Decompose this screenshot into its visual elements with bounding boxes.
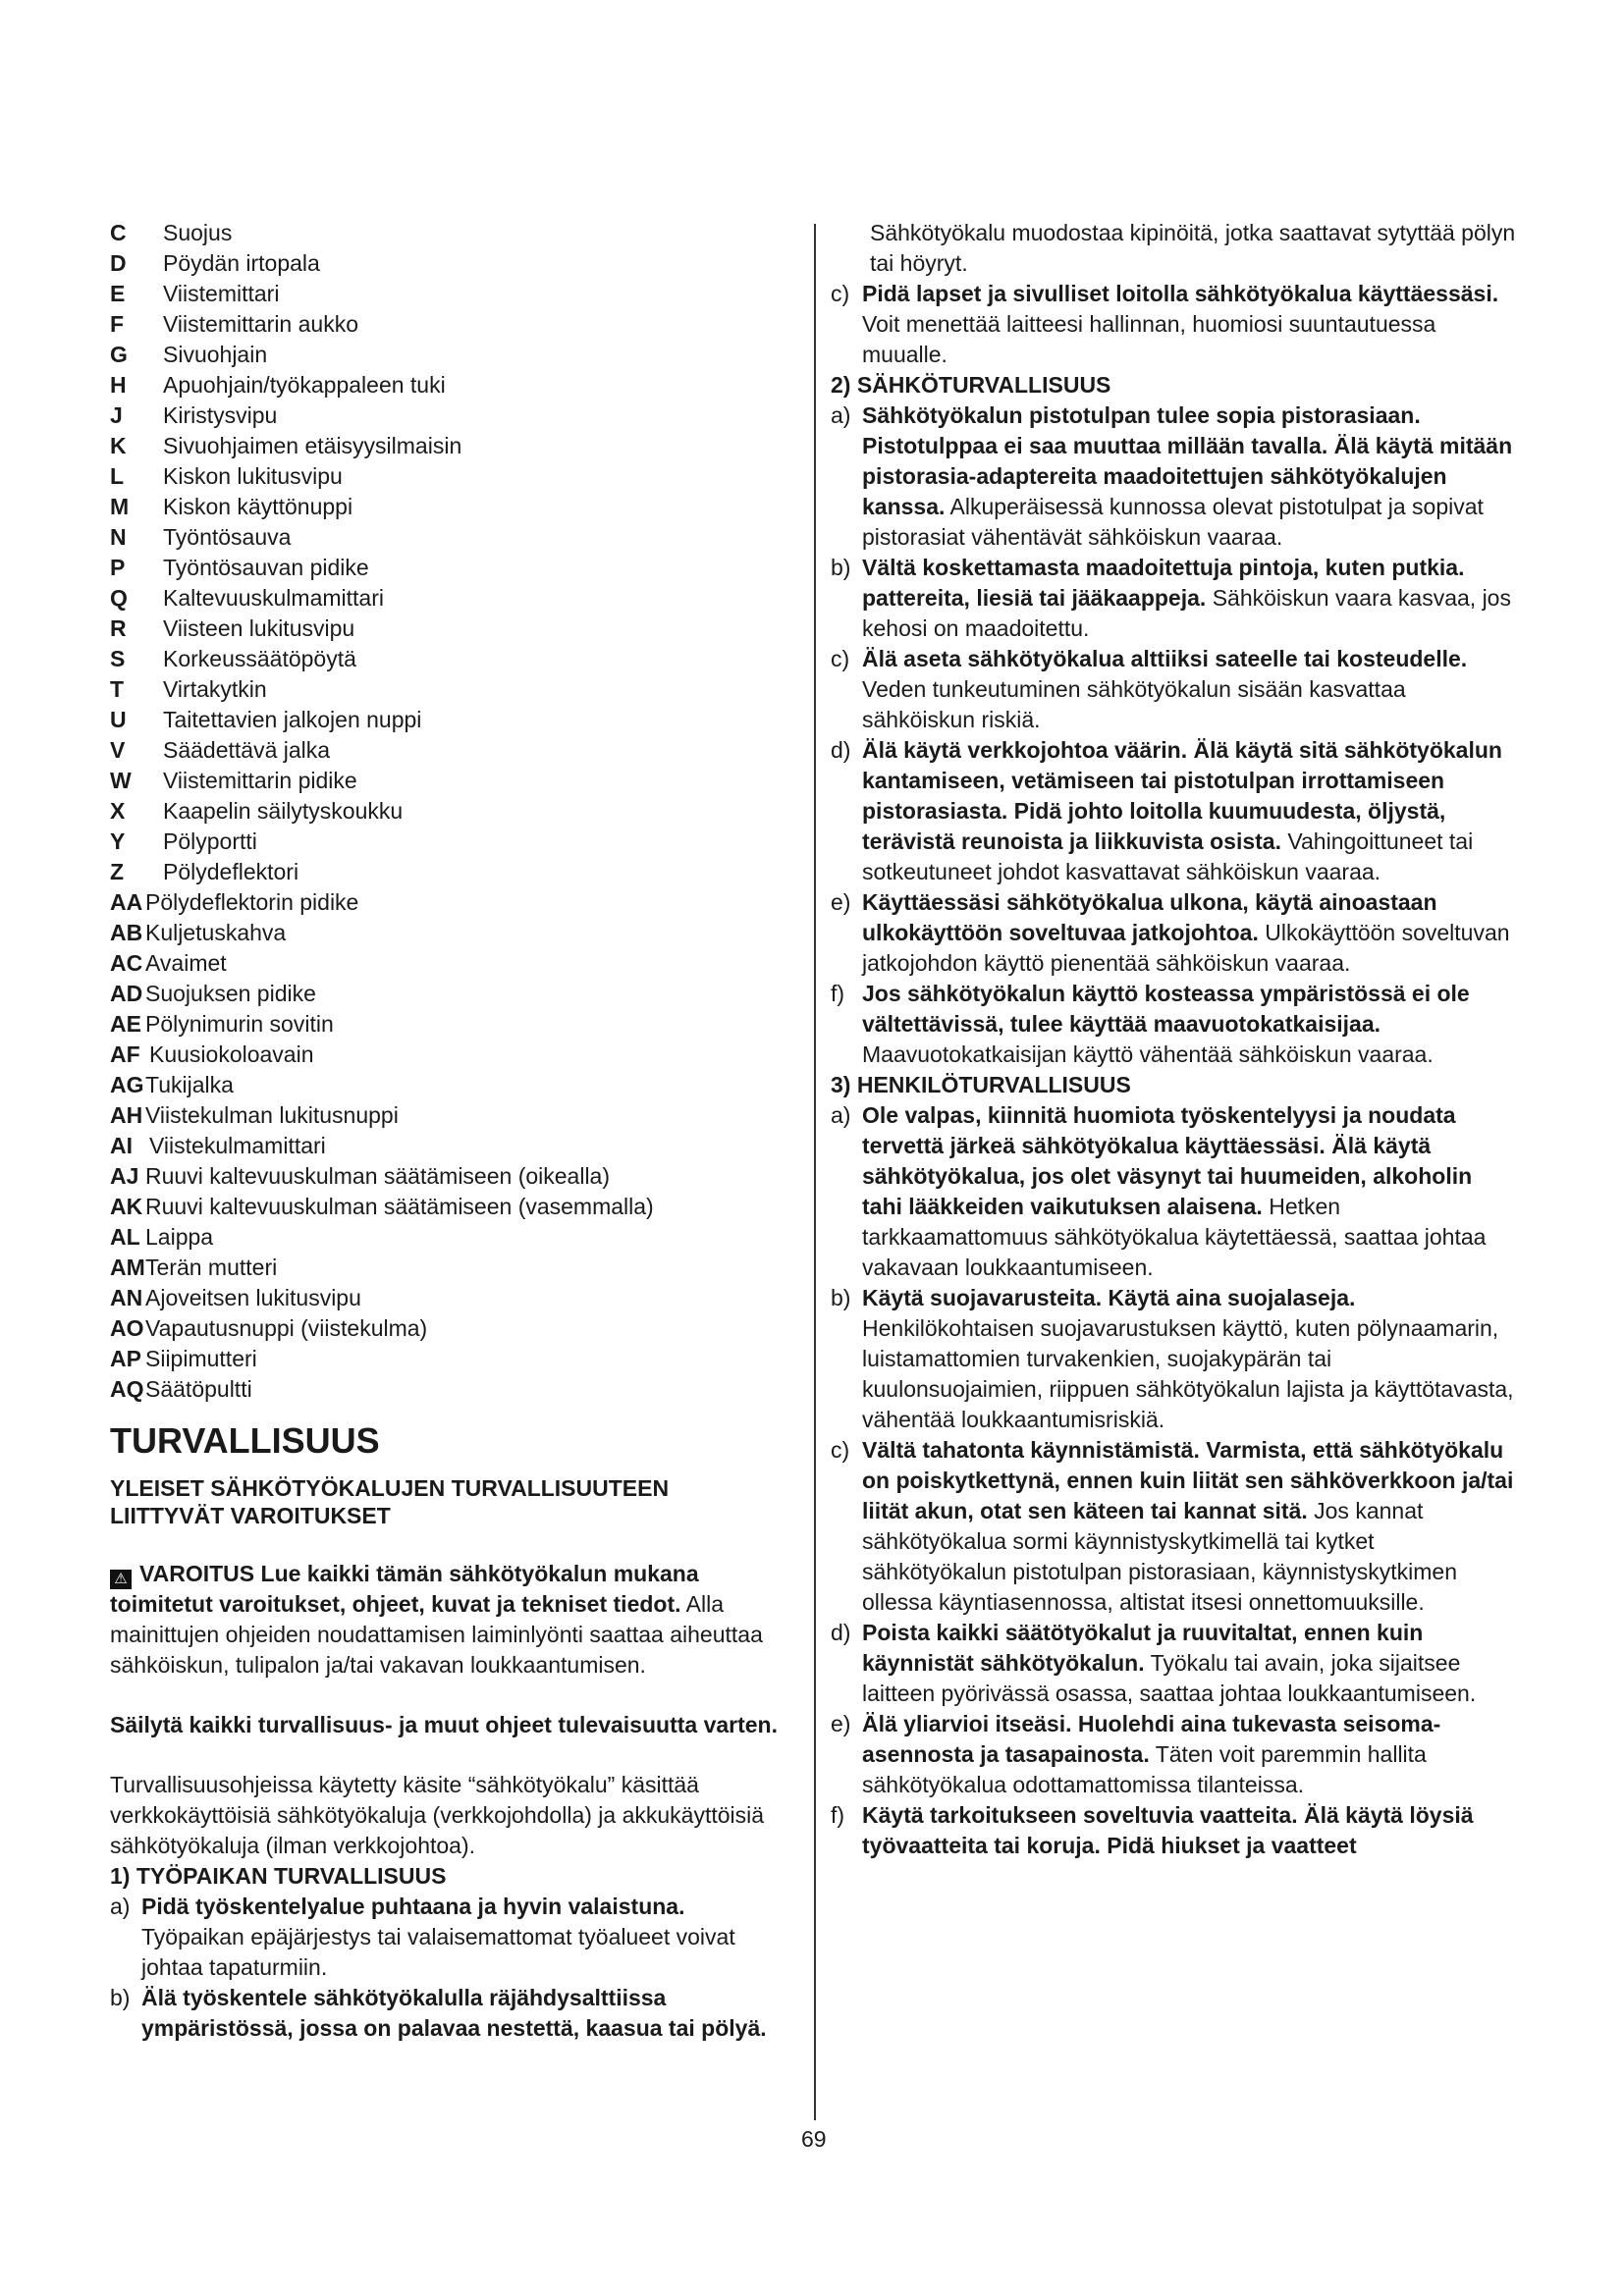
list-item [110,492,787,522]
item-text: Vahingoittuneet tai sotkeutuneet johdot kasvattavat sähköiskun vaaraa. [862,828,1474,884]
warning-paragraph [110,1559,787,1681]
part-code: H [110,372,127,398]
definition-text: Turvallisuusohjeissa käytetty käsite “sähkötyökalu” käsittää verkkokäyttöisiä sähkötyökaluja (verkkojohdolla) ja akkukäyttöisiä sähkötyökaluja (ilman verkkojohtoa). [110,1772,765,1858]
left-column [110,218,787,2044]
part-label: Kuljetuskahva [145,920,287,945]
part-label: Virtakytkin [163,676,267,702]
part-label: Pölynimurin sovitin [145,1011,334,1037]
item-text: Veden tunkeutuminen sähkötyökalun sisään kasvattaa sähköiskun riskiä. [862,676,1406,732]
item-letter: d) [831,1620,851,1645]
list-item [110,918,787,948]
part-label: Taitettavien jalkojen nuppi [163,707,422,732]
item-text: Täten voit paremmin hallita sähkötyökalua odottamattomissa tilanteissa. [862,1741,1427,1797]
part-code: X [110,798,126,824]
item-text: Ulkokäyttöön soveltuvan jatkojohdon käyttö pienentää sähköiskun vaaraa. [862,920,1510,976]
item-letter: e) [831,1711,851,1736]
list-item [831,279,1518,370]
part-code: AO [110,1315,144,1341]
list-item [831,1100,1518,1283]
warning-text: Alla mainittujen ohjeiden noudattamisen laiminlyönti saattaa aiheuttaa sähköiskun, tulipalon ja/tai vakavan loukkaantumisen. [110,1591,763,1678]
item-bold: Ole valpas, kiinnitä huomiota työskentelyysi ja noudata tervettä järkeä sähkötyökalua käyttäessäsi. Älä käytä sähkötyökalua, jos olet väsynyt tai huumeiden, alkoholin tahi lääkkeiden vaikutuksen alaisena. [862,1102,1473,1219]
part-code: AQ [110,1376,144,1402]
section-title: TURVALLISUUS [110,1420,380,1461]
part-label: Ajoveitsen lukitusvipu [145,1285,361,1310]
list-item [831,1618,1518,1709]
list-item [831,1800,1518,1861]
part-label: Kiristysvipu [163,402,278,428]
list-item [110,1161,787,1192]
part-code: AK [110,1194,143,1219]
list-item [110,1983,787,2044]
item-bold: Älä käytä verkkojohtoa väärin. Älä käytä sitä sähkötyökalun kantamiseen, vetämiseen tai pistotulpan irrottamiseen pistorasiasta. Pidä johto loitolla kuumuudesta, öljystä, terävistä reunoista ja liikkuvista osista. [862,737,1502,854]
part-label: Sivuohjaimen etäisyysilmaisin [163,433,462,458]
part-code: K [110,433,127,458]
item-bold: Älä työskentele sähkötyökalulla räjähdysalttiissa ympäristössä, jossa on palavaa nestettä, kaasua tai pölyä. [141,1985,767,2041]
list-item [831,887,1518,979]
part-label: Laippa [145,1224,214,1250]
part-label: Pöydän irtopala [163,250,320,276]
part-label: Pölydeflektorin pidike [145,889,359,915]
list-item [110,1192,787,1222]
item-bold: Poista kaikki säätötyökalut ja ruuvitaltat, ennen kuin käynnistät sähkötyökalun. [862,1620,1424,1676]
list-item [110,887,787,918]
section-3-title: 3) HENKILÖTURVALLISUUS [831,1072,1131,1097]
part-label: Viistemittari [163,281,280,306]
part-code: AG [110,1072,144,1097]
item-letter: d) [831,737,851,763]
list-item [110,553,787,583]
list-item [110,218,787,248]
part-code: AL [110,1224,140,1250]
item-bold: Pidä lapset ja sivulliset loitolla sähkötyökalua käyttäessäsi. [862,281,1499,306]
list-item [110,1892,787,1983]
list-item [831,400,1518,553]
part-code: AE [110,1011,141,1037]
part-label: Työntösauvan pidike [163,555,369,580]
list-item [110,1070,787,1100]
item-text: Sähköiskun vaara kasvaa, jos kehosi on maadoitettu. [862,585,1511,641]
part-label: Terän mutteri [145,1255,278,1280]
section-2-title: 2) SÄHKÖTURVALLISUUS [831,372,1111,398]
item-bold: Sähkötyökalun pistotulpan tulee sopia pistorasiaan. Pistotulppaa ei saa muuttaa millään tavalla. Älä käytä mitään pistorasia-adaptereita maadoitettujen sähkötyökalujen kanssa. [862,402,1513,519]
list-item [110,1283,787,1313]
page-number: 69 [801,2126,827,2152]
part-code: Z [110,859,125,884]
part-code: AH [110,1102,143,1128]
list-item [831,1709,1518,1800]
part-code: Q [110,585,128,611]
item-text: Jos kannat sähkötyökalua sormi käynnistyskytkimellä tai kytket sähkötyökalun pistotulpan pistorasiaan, käynnistyskytkimen ollessa käyntiasennossa, altistat itsesi onnettomuuksille. [862,1498,1457,1615]
part-code: AC [110,950,143,976]
list-item [110,1313,787,1344]
part-label: Korkeussäätöpöytä [163,646,356,671]
list-item [831,644,1518,735]
list-item [110,674,787,705]
part-label: Kaltevuuskulmamittari [163,585,384,611]
item-letter: b) [110,1985,131,2010]
list-item [110,766,787,796]
part-label: Viistekulmamittari [149,1133,326,1158]
part-code: AD [110,981,143,1006]
part-label: Kaapelin säilytyskoukku [163,798,404,824]
part-code: AA [110,889,143,915]
list-item [110,461,787,492]
list-item [110,248,787,279]
item-bold: Vältä koskettamasta maadoitettuja pintoja, kuten putkia. pattereita, liesiä tai jääkaappeja. [862,555,1465,611]
part-code: G [110,342,128,367]
list-item [110,1253,787,1283]
item-text: Työpaikan epäjärjestys tai valaisemattomat työalueet voivat johtaa tapaturmiin. [141,1924,735,1980]
item-letter: a) [831,402,851,428]
item-letter: f) [831,981,845,1006]
part-code: F [110,311,125,337]
part-label: Sivuohjain [163,342,268,367]
item-text: Maavuotokatkaisijan käyttö vähentää sähköiskun vaaraa. [862,1041,1434,1067]
list-item [110,1009,787,1040]
part-code: U [110,707,127,732]
part-code: AP [110,1346,141,1371]
part-code: R [110,615,127,641]
part-code: AF [110,1041,140,1067]
list-item [831,1435,1518,1618]
section-1-title: 1) TYÖPAIKAN TURVALLISUUS [110,1863,447,1889]
part-label: Ruuvi kaltevuuskulman säätämiseen (vasemmalla) [145,1194,654,1219]
right-column [831,218,1518,1861]
list-item [110,796,787,827]
item-bold: Käytä suojavarusteita. Käytä aina suojalaseja. [862,1285,1356,1310]
part-label: Työntösauva [163,524,292,550]
parts-list [110,218,787,1405]
list-item [110,370,787,400]
continued-text: Sähkötyökalu muodostaa kipinöitä, jotka saattavat sytyttää pölyn tai höyryt. [870,220,1516,276]
keep-text: Säilytä kaikki turvallisuus- ja muut ohjeet tulevaisuutta varten. [110,1712,778,1737]
item-text: Voit menettää laitteesi hallinnan, huomiosi suuntautuessa muualle. [862,311,1436,367]
part-label: Tukijalka [145,1072,234,1097]
list-item [110,735,787,766]
item-bold: Käytä tarkoitukseen soveltuvia vaatteita. Älä käytä löysiä työvaatteita tai koruja. Pidä hiukset ja vaatteet [862,1802,1474,1858]
part-label: Kuusiokoloavain [149,1041,314,1067]
part-label: Kiskon lukitusvipu [163,463,343,489]
part-code: V [110,737,126,763]
part-code: AB [110,920,143,945]
part-label: Ruuvi kaltevuuskulman säätämiseen (oikealla) [145,1163,611,1189]
part-code: C [110,220,127,245]
warning-bold: VAROITUS Lue kaikki tämän sähkötyökalun mukana toimitetut varoitukset, ohjeet, kuvat ja tekniset tiedot. [110,1561,699,1617]
list-item [110,1344,787,1374]
item-text: Alkuperäisessä kunnossa olevat pistotulpat ja sopivat pistorasiat vähentävät sähköiskun vaaraa. [862,494,1484,550]
item-bold: Jos sähkötyökalun käyttö kosteassa ympäristössä ei ole vältettävissä, tulee käyttää maavuotokatkaisijaa. [862,981,1470,1037]
part-code: AM [110,1255,145,1280]
part-label: Pölyportti [163,828,257,854]
part-code: M [110,494,130,519]
list-item [110,522,787,553]
list-item [110,614,787,644]
section-subtitle: YLEISET SÄHKÖTYÖKALUJEN TURVALLISUUTEEN LIITTYVÄT VAROITUKSET [110,1475,670,1528]
list-item [110,644,787,674]
list-item [110,279,787,309]
item-letter: e) [831,889,851,915]
part-code: T [110,676,125,702]
list-item [110,340,787,370]
list-item [110,1040,787,1070]
part-label: Avaimet [145,950,227,976]
part-code: P [110,555,126,580]
item-bold: Älä aseta sähkötyökalua alttiiksi sateelle tai kosteudelle. [862,646,1468,671]
keep-instructions [110,1710,787,1740]
part-label: Kiskon käyttönuppi [163,494,353,519]
list-item [110,1374,787,1405]
item-letter: c) [831,646,850,671]
list-item [831,735,1518,887]
item-letter: b) [831,555,851,580]
list-item [110,948,787,979]
list-item [110,1222,787,1253]
list-item [110,705,787,735]
part-label: Vapautusnuppi (viistekulma) [145,1315,428,1341]
list-item [831,553,1518,644]
part-label: Apuohjain/työkappaleen tuki [163,372,446,398]
list-item [110,979,787,1009]
part-code: AJ [110,1163,139,1189]
part-label: Suojus [163,220,233,245]
list-item [831,979,1518,1070]
item-bold: Käyttäessäsi sähkötyökalua ulkona, käytä ainoastaan ulkokäyttöön soveltuvaa jatkojohtoa. [862,889,1437,945]
item-text: Työkalu tai avain, joka sijaitsee laitteen pyörivässä osassa, saattaa johtaa loukkaantumiseen. [862,1650,1477,1706]
item-letter: f) [831,1802,845,1828]
list-item [110,857,787,887]
list-item [110,583,787,614]
list-item [110,400,787,431]
list-item [110,309,787,340]
item-letter: c) [831,281,850,306]
part-code: E [110,281,126,306]
part-label: Viistekulman lukitusnuppi [145,1102,399,1128]
item-bold: Vältä tahatonta käynnistämistä. Varmista, että sähkötyökalu on poiskytkettynä, ennen kuin liität sen sähköverkkoon ja/tai liität akun, otat sen käteen tai kannat sitä. [862,1437,1514,1523]
part-code: J [110,402,123,428]
part-label: Säätöpultti [145,1376,252,1402]
item-text: Hetken tarkkaamattomuus sähkötyökalua käytettäessä, saattaa johtaa vakavaan loukkaantumiseen. [862,1194,1487,1280]
part-label: Viisteen lukitusvipu [163,615,355,641]
part-code: W [110,768,132,793]
part-code: L [110,463,125,489]
part-label: Suojuksen pidike [145,981,316,1006]
list-item [110,827,787,857]
list-item [110,1100,787,1131]
item-bold: Pidä työskentelyalue puhtaana ja hyvin valaistuna. [141,1894,685,1919]
part-code: Y [110,828,126,854]
list-item [110,431,787,461]
list-item [831,1283,1518,1435]
item-bold: Älä yliarvioi itseäsi. Huolehdi aina tukevasta seisoma-asennosta ja tasapainosta. [862,1711,1441,1767]
item-text: Henkilökohtaisen suojavarustuksen käyttö, kuten pölynaamarin, luistamattomien turvakenkien, suojakypärän tai kuulonsuojaimien, riippuen sähkötyökalun lajista ja käyttötavasta, vähentää loukkaantumisriskiä. [862,1315,1514,1432]
part-code: N [110,524,127,550]
part-label: Säädettävä jalka [163,737,331,763]
item-letter: a) [110,1894,131,1919]
warning-icon: ⚠ [110,1570,132,1589]
part-label: Viistemittarin pidike [163,768,357,793]
item-letter: b) [831,1285,851,1310]
part-code: S [110,646,126,671]
column-divider [814,224,816,2120]
item-letter: a) [831,1102,851,1128]
part-code: AI [110,1133,133,1158]
part-code: D [110,250,127,276]
part-code: AN [110,1285,143,1310]
item-letter: c) [831,1437,850,1463]
list-item [110,1131,787,1161]
part-label: Viistemittarin aukko [163,311,358,337]
part-label: Pölydeflektori [163,859,299,884]
part-label: Siipimutteri [145,1346,257,1371]
